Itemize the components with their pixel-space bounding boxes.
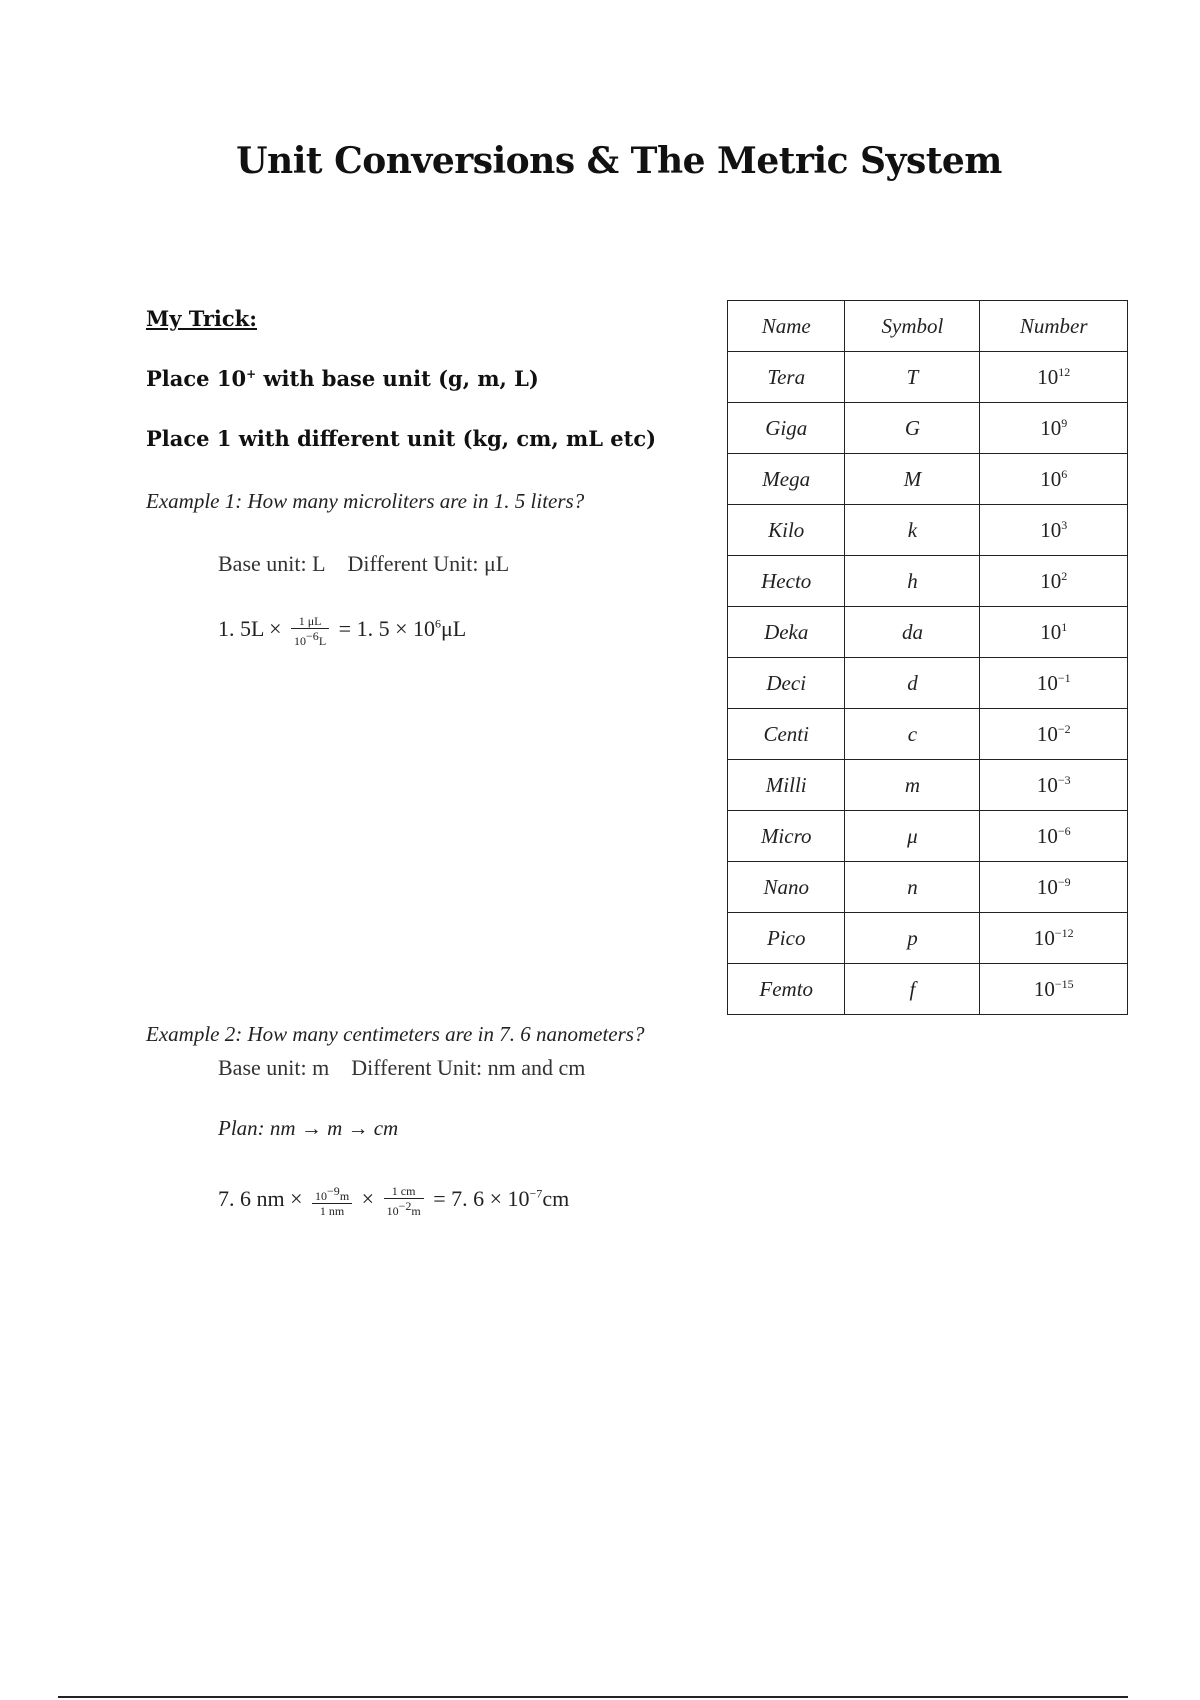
example2-result-exp: −7 <box>529 1186 543 1201</box>
prefix-symbol: c <box>845 709 980 760</box>
table-row <box>728 760 1128 811</box>
prefix-number <box>980 454 1128 505</box>
prefix-name: Deci <box>728 658 845 709</box>
example2-question: Example 2: How many centimeters are in 7. 6 nanometers? <box>146 1022 645 1046</box>
prefix-symbol: T <box>845 352 980 403</box>
table-row <box>728 709 1128 760</box>
prefix-number-base: 10 <box>1036 823 1058 848</box>
example2-frac1-den: 1 nm <box>319 1204 345 1218</box>
prefix-symbol: m <box>845 760 980 811</box>
table-row <box>728 913 1128 964</box>
example1-result <box>339 616 467 641</box>
table-row <box>728 556 1128 607</box>
metric-prefix-table <box>727 300 1128 1015</box>
example1-frac-num: 1 μL <box>291 614 329 629</box>
prefix-number <box>980 964 1128 1015</box>
example2-frac2-den-base: 10 <box>386 1204 399 1218</box>
prefix-number-base: 10 <box>1033 976 1055 1001</box>
example2-fraction-2 <box>384 1184 424 1218</box>
prefix-number-base: 10 <box>1037 364 1059 389</box>
prefix-name: Centi <box>728 709 845 760</box>
prefix-name: Giga <box>728 403 845 454</box>
table-row <box>728 403 1128 454</box>
prefix-number-exponent: −3 <box>1057 772 1071 787</box>
example2-result <box>433 1186 569 1211</box>
example2-base-unit: Base unit: m <box>218 1055 330 1080</box>
example2-units <box>218 1055 585 1081</box>
example1-fraction <box>291 614 329 648</box>
prefix-number-base: 10 <box>1040 415 1062 440</box>
prefix-number-base: 10 <box>1036 670 1058 695</box>
example1-result-exp: 6 <box>434 616 441 631</box>
prefix-number-exponent: −2 <box>1057 721 1071 736</box>
prefix-number <box>980 556 1128 607</box>
table-row <box>728 964 1128 1015</box>
example1-different-unit: Different Unit: μL <box>347 551 510 576</box>
example1-result-a: = 1. 5 × 10 <box>338 616 435 642</box>
prefix-symbol: da <box>845 607 980 658</box>
prefix-number-base: 10 <box>1040 619 1062 644</box>
prefix-name: Tera <box>728 352 845 403</box>
prefix-symbol: μ <box>845 811 980 862</box>
prefix-name: Kilo <box>728 505 845 556</box>
prefix-name: Pico <box>728 913 845 964</box>
prefix-number <box>980 760 1128 811</box>
table-body <box>728 352 1128 1015</box>
example2-result-a: = 7. 6 × 10 <box>433 1186 530 1212</box>
table-row <box>728 811 1128 862</box>
trick-rule-base-unit <box>146 366 539 391</box>
rule1-text-a: Place 10 <box>146 366 247 391</box>
prefix-symbol: d <box>845 658 980 709</box>
prefix-number-base: 10 <box>1040 517 1062 542</box>
prefix-symbol: h <box>845 556 980 607</box>
prefix-symbol: k <box>845 505 980 556</box>
example2-frac1-num <box>312 1184 352 1204</box>
prefix-number-base: 10 <box>1033 925 1055 950</box>
example2-frac1-num-unit: m <box>339 1189 350 1203</box>
header-name: Name <box>728 301 845 352</box>
example1-frac-den-base: 10 <box>294 634 307 648</box>
prefix-number-exponent: 12 <box>1058 364 1071 379</box>
prefix-number-exponent: −12 <box>1054 925 1074 940</box>
prefix-number <box>980 352 1128 403</box>
trick-heading: My Trick: <box>146 306 257 331</box>
rule1-text-b: with base unit (g, m, L) <box>256 366 539 391</box>
prefix-number-exponent: 9 <box>1061 415 1068 430</box>
table-row <box>728 352 1128 403</box>
page-title: Unit Conversions & The Metric System <box>236 140 1002 182</box>
footer-divider <box>58 1696 1128 1698</box>
prefix-number <box>980 862 1128 913</box>
prefix-name: Micro <box>728 811 845 862</box>
prefix-number-exponent: 6 <box>1061 466 1068 481</box>
trick-rule-different-unit: Place 1 with different unit (kg, cm, mL etc) <box>146 426 657 451</box>
example1-base-unit: Base unit: L <box>218 551 326 576</box>
example1-equation <box>218 614 466 648</box>
prefix-name: Milli <box>728 760 845 811</box>
prefix-name: Hecto <box>728 556 845 607</box>
prefix-name: Femto <box>728 964 845 1015</box>
example1-lhs: 1. 5L × <box>218 616 282 642</box>
prefix-name: Mega <box>728 454 845 505</box>
prefix-symbol: M <box>845 454 980 505</box>
prefix-symbol: f <box>845 964 980 1015</box>
prefix-name: Deka <box>728 607 845 658</box>
prefix-number-base: 10 <box>1040 466 1062 491</box>
prefix-number-exponent: 3 <box>1061 517 1068 532</box>
header-number: Number <box>980 301 1128 352</box>
prefix-number-exponent: 2 <box>1061 568 1068 583</box>
prefix-number-exponent: −15 <box>1054 976 1074 991</box>
example1-frac-den-exp: −6 <box>306 629 319 643</box>
prefix-number-base: 10 <box>1036 772 1058 797</box>
prefix-number-base: 10 <box>1036 874 1058 899</box>
example1-question: Example 1: How many microliters are in 1. 5 liters? <box>146 489 585 513</box>
header-symbol: Symbol <box>845 301 980 352</box>
example2-result-unit: cm <box>542 1186 570 1212</box>
prefix-number <box>980 709 1128 760</box>
table-row <box>728 862 1128 913</box>
prefix-name: Nano <box>728 862 845 913</box>
prefix-number-exponent: −6 <box>1057 823 1071 838</box>
example1-result-unit: μL <box>440 616 467 642</box>
table-row <box>728 658 1128 709</box>
table-header-row <box>728 301 1128 352</box>
example2-different-unit: Different Unit: nm and cm <box>351 1055 586 1080</box>
example2-fraction-1 <box>312 1184 352 1218</box>
prefix-symbol: G <box>845 403 980 454</box>
prefix-number <box>980 658 1128 709</box>
prefix-number <box>980 505 1128 556</box>
table-row <box>728 454 1128 505</box>
example2-lhs: 7. 6 nm × <box>218 1186 303 1212</box>
table-row <box>728 505 1128 556</box>
rule1-superscript: + <box>246 367 257 381</box>
prefix-number-exponent: 1 <box>1061 619 1068 634</box>
example1-frac-den-unit: L <box>318 634 327 648</box>
prefix-number-base: 10 <box>1036 721 1058 746</box>
example1-units <box>218 551 509 577</box>
example2-times: × <box>361 1186 375 1212</box>
example2-frac1-num-base: 10 <box>315 1189 328 1203</box>
prefix-number <box>980 607 1128 658</box>
example2-frac2-den <box>384 1199 424 1218</box>
example2-frac2-num: 1 cm <box>384 1184 424 1199</box>
prefix-symbol: p <box>845 913 980 964</box>
table-row <box>728 607 1128 658</box>
example2-equation <box>218 1184 569 1218</box>
prefix-symbol: n <box>845 862 980 913</box>
example2-frac2-den-unit: m <box>411 1204 421 1218</box>
example2-plan: Plan: nm → m → cm <box>218 1116 399 1140</box>
prefix-number <box>980 913 1128 964</box>
prefix-number <box>980 811 1128 862</box>
prefix-number-exponent: −1 <box>1057 670 1071 685</box>
example1-frac-den <box>291 629 329 648</box>
example2-frac2-den-exp: −2 <box>398 1199 412 1213</box>
prefix-number <box>980 403 1128 454</box>
prefix-number-exponent: −9 <box>1057 874 1071 889</box>
prefix-number-base: 10 <box>1040 568 1062 593</box>
example2-frac1-num-exp: −9 <box>327 1184 340 1198</box>
